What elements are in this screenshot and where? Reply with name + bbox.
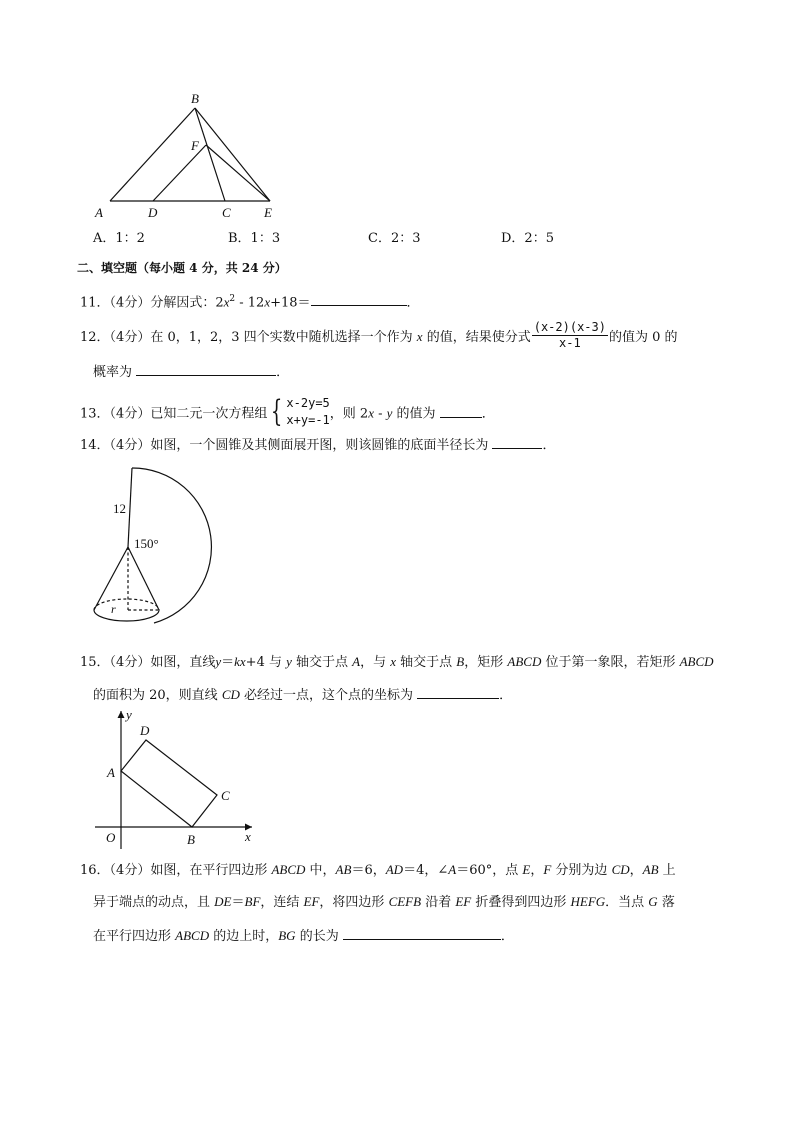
q16-bg: BG xyxy=(278,928,296,943)
question-11 xyxy=(80,289,420,313)
q15-line2-b: 必经过一点，这个点的坐标为 xyxy=(239,688,418,703)
q13-prefix: 13．（4分）已知二元一次方程组 xyxy=(80,406,268,422)
q16-ad: AD xyxy=(385,862,404,877)
q15-rect-1: ABCD xyxy=(507,654,542,669)
q11-coef: 2 xyxy=(215,295,224,311)
q16-hefg: HEFG xyxy=(570,894,606,909)
q15-origin: O xyxy=(106,830,116,845)
q15-point-a: A xyxy=(352,654,361,669)
q16-l2b: ＝ xyxy=(231,895,245,910)
q15-text-3: 轴交于点 xyxy=(291,655,353,670)
q15-label-c: C xyxy=(221,788,230,803)
q13-brace: { xyxy=(271,394,283,429)
q15-var-kx: kx xyxy=(234,654,246,669)
q15-rect-2: ABCD xyxy=(679,654,714,669)
q16-l1h: ， xyxy=(629,863,643,878)
q16-l2d: ，将四边形 xyxy=(319,895,389,910)
q12-var-x: x xyxy=(416,329,423,344)
q15-line-cd: CD xyxy=(221,687,240,702)
q12-numerator: (x-2)(x-3) xyxy=(533,320,606,334)
q15-text-2: +4 与 xyxy=(245,655,287,670)
option-a: A．1：2 xyxy=(93,231,145,246)
q14-cone-figure xyxy=(88,460,218,640)
q16-l3c: 的长为 xyxy=(295,929,343,944)
q16-l1g: 分别为边 xyxy=(551,863,612,878)
q16-cefb: CEFB xyxy=(388,894,422,909)
q13-mid: ，则 2 xyxy=(329,406,369,422)
q16-l2f: 折叠得到四边形 xyxy=(471,895,571,910)
q15-text-1: 15．（4分）如图，直线 xyxy=(80,655,216,670)
q16-l1f: ， xyxy=(530,863,544,878)
q16-l1a: 16．（4分）如图，在平行四边形 xyxy=(80,863,272,878)
q11-post: +18＝ xyxy=(270,295,311,311)
q13-eq1: x-2y=5 xyxy=(286,396,330,410)
q15-point-b: B xyxy=(456,654,465,669)
question-13 xyxy=(80,394,495,431)
q12-end: ． xyxy=(276,365,290,380)
q15-label-b: B xyxy=(187,832,195,847)
q15-eq: ＝ xyxy=(221,655,235,670)
q16-l3a: 在平行四边形 xyxy=(93,929,176,944)
label-F: F xyxy=(191,138,199,153)
q15-var-x: x xyxy=(390,654,397,669)
question-12-line2 xyxy=(93,361,289,383)
q10-options xyxy=(93,227,653,247)
q16-abcd: ABCD xyxy=(271,862,306,877)
q16-bf: BF xyxy=(244,894,261,909)
q16-l2e: 沿着 xyxy=(421,895,456,910)
q16-abcd2: ABCD xyxy=(175,928,210,943)
q13-var-x: x xyxy=(368,405,374,421)
q16-de: DE xyxy=(214,894,232,909)
q16-l2c: ，连结 xyxy=(260,895,304,910)
q16-l1b: 中， xyxy=(305,863,336,878)
label-E: E xyxy=(264,205,272,220)
q16-angle-a: A xyxy=(448,862,457,877)
q16-ef2: EF xyxy=(455,894,472,909)
q15-end: ． xyxy=(499,688,513,703)
q11-var-x2: x xyxy=(264,294,271,310)
q16-end: ． xyxy=(500,929,514,944)
q15-axis-y: y xyxy=(126,707,132,722)
q13-var-y: y xyxy=(386,405,393,421)
question-16-line2 xyxy=(93,892,675,913)
q12-denominator: x-1 xyxy=(559,336,581,350)
q15-axis-x: x xyxy=(245,829,251,844)
q12-prefix: 12．（4分）在 0，1，2，3 四个实数中随机选择一个作为 xyxy=(80,330,417,345)
q11-answer-blank[interactable] xyxy=(311,291,407,306)
label-B: B xyxy=(191,91,199,106)
q16-l3b: 的边上时， xyxy=(209,929,279,944)
q16-f: F xyxy=(543,862,552,877)
q15-text-6: ，矩形 xyxy=(464,655,508,670)
question-15 xyxy=(80,652,714,673)
q15-text-4: ，与 xyxy=(360,655,391,670)
q15-line2-a: 的面积为 20，则直线 xyxy=(93,688,222,703)
question-16-line3 xyxy=(93,925,514,947)
q16-ef: EF xyxy=(303,894,320,909)
q13-system xyxy=(286,395,329,429)
q16-l1d: ＝4，∠ xyxy=(403,863,449,878)
q12-mid: 的值，结果使分式 xyxy=(422,330,531,345)
q14-end: ． xyxy=(542,438,556,453)
q10-triangle-figure xyxy=(88,88,288,224)
q15-text-5: 轴交于点 xyxy=(396,655,457,670)
option-d: D．2：5 xyxy=(501,231,554,246)
q14-angle-label: 150° xyxy=(134,536,159,551)
q14-text: 14．（4分）如图，一个圆锥及其侧面展开图，则该圆锥的底面半径长为 xyxy=(80,438,493,453)
question-12 xyxy=(80,322,678,353)
q15-var-y2: y xyxy=(286,654,292,669)
q15-label-a: A xyxy=(107,765,115,780)
q14-radius-label: r xyxy=(111,602,116,616)
q11-var-x: x xyxy=(223,294,230,310)
q16-cd: CD xyxy=(611,862,630,877)
q14-slant-label: 12 xyxy=(113,501,126,516)
q12-suffix: 的值为 0 的 xyxy=(608,330,678,345)
q11-mid: - 12 xyxy=(235,295,265,311)
q16-l2h: 落 xyxy=(657,895,675,910)
q15-answer-blank[interactable] xyxy=(417,684,499,699)
q16-l1c: ＝6， xyxy=(351,863,386,878)
q15-label-d: D xyxy=(140,723,150,738)
q13-suffix: 的值为 xyxy=(392,406,440,422)
q11-prefix: 11．（4分）分解因式： xyxy=(80,295,216,311)
q16-ab: AB xyxy=(335,862,352,877)
q13-eq2: x+y=-1 xyxy=(286,413,330,427)
q16-l2a: 异于端点的动点，且 xyxy=(93,895,215,910)
q15-text-7: 位于第一象限，若矩形 xyxy=(541,655,680,670)
q16-e: E xyxy=(522,862,531,877)
q12-fraction xyxy=(532,320,608,351)
q13-minus: - xyxy=(373,406,387,422)
question-16 xyxy=(80,860,676,881)
section-2-title: 二、填空题（每小题 4 分，共 24 分） xyxy=(77,261,287,275)
q16-l1e: ＝60°，点 xyxy=(456,863,523,878)
label-A: A xyxy=(95,205,103,220)
option-b: B．1：3 xyxy=(228,231,281,246)
q11-exponent: 2 xyxy=(229,294,236,304)
q12-line2: 概率为 xyxy=(93,365,137,380)
option-c: C．2：3 xyxy=(368,231,421,246)
q16-answer-blank[interactable] xyxy=(343,925,501,940)
q13-end: ． xyxy=(481,406,495,422)
question-14 xyxy=(80,434,555,456)
q15-coordinate-figure xyxy=(90,704,270,854)
q11-end: ． xyxy=(406,295,420,311)
q16-l2g: ．当点 xyxy=(605,895,649,910)
label-C: C xyxy=(222,205,231,220)
q16-ab2: AB xyxy=(642,862,659,877)
q12-answer-blank[interactable] xyxy=(136,361,276,376)
label-D: D xyxy=(148,205,158,220)
q15-var-y: y xyxy=(215,654,222,669)
q14-answer-blank[interactable] xyxy=(492,434,542,449)
q16-l1i: 上 xyxy=(658,863,676,878)
q16-g: G xyxy=(648,894,658,909)
q13-answer-blank[interactable] xyxy=(440,403,482,418)
question-15-line2 xyxy=(93,684,512,706)
